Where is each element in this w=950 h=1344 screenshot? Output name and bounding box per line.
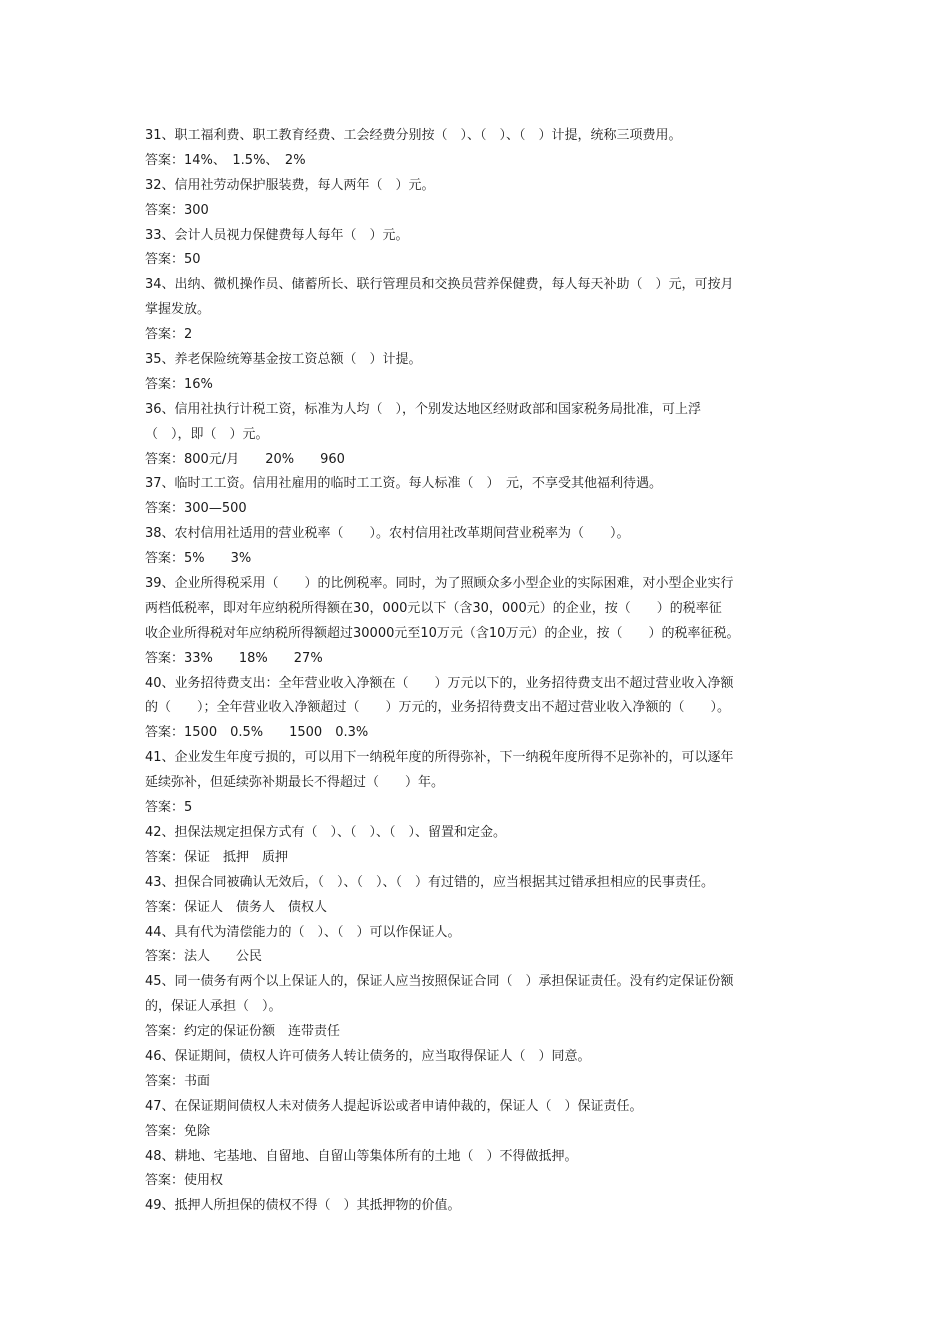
text-line: 46、保证期间，债权人许可债务人转让债务的，应当取得保证人（ ）同意。 xyxy=(145,1048,591,1064)
text-line: 49、抵押人所担保的债权不得（ ）其抵押物的价值。 xyxy=(145,1198,461,1214)
answer-line: 答案：书面 xyxy=(145,1073,211,1089)
answer-line: 答案：300 xyxy=(145,202,209,218)
text-line: 36、信用社执行计税工资，标准为人均（ ），个别发达地区经财政部和国家税务局批准，可上浮 xyxy=(145,401,702,417)
text-line: 延续弥补，但延续弥补期最长不得超过（ ）年。 xyxy=(145,775,445,791)
text-line: 的（ ）；全年营业收入净额超过（ ）万元的，业务招待费支出不超过营业收入净额的（ ）。 xyxy=(145,700,731,716)
text-line: 31、职工福利费、职工教育经费、工会经费分别按（ ）、（ ）、（ ）计提，统称三项费用。 xyxy=(145,128,682,143)
text-line: 48、耕地、宅基地、自留地、自留山等集体所有的土地（ ）不得做抵押。 xyxy=(145,1148,578,1164)
text-line: 45、同一债务有两个以上保证人的，保证人应当按照保证合同（ ）承担保证责任。没有约定保证份额 xyxy=(145,974,734,990)
text-line: 41、企业发生年度亏损的，可以用下一纳税年度的所得弥补，下一纳税年度所得不足弥补的，可以逐年 xyxy=(145,750,734,766)
text-line: 34、出纳、微机操作员、储蓄所长、联行管理员和交换员营养保健费，每人每天补助（ ）元，可按月 xyxy=(145,277,734,293)
text-line: 39、企业所得税采用（ ）的比例税率。同时，为了照顾众多小型企业的实际困难，对小型企业实行 xyxy=(145,576,734,592)
text-line: 33、会计人员视力保健费每人每年（ ）元。 xyxy=(145,227,409,243)
answer-line: 答案：5 xyxy=(145,800,193,816)
answer-line: 答案：5% 3% xyxy=(145,551,252,567)
answer-line: 答案：33% 18% 27% xyxy=(145,650,323,666)
answer-line: 答案：免除 xyxy=(145,1123,211,1139)
answer-line: 答案：约定的保证份额 连带责任 xyxy=(145,1024,341,1040)
text-line: 37、临时工工资。信用社雇用的临时工工资。每人标准（ ） 元，不享受其他福利待遇。 xyxy=(145,476,663,492)
text-line: 42、担保法规定担保方式有（ ）、（ ）、（ ）、留置和定金。 xyxy=(145,824,507,840)
text-line: 32、信用社劳动保护服装费，每人两年（ ）元。 xyxy=(145,177,435,193)
answer-line: 答案：保证 抵押 质押 xyxy=(145,849,289,865)
answer-line: 答案：300—500 xyxy=(145,501,247,517)
text-line: 掌握发放。 xyxy=(145,302,211,318)
text-line: （ ），即（ ）元。 xyxy=(145,426,269,442)
answer-line: 答案：16% xyxy=(145,376,213,392)
text-line: 38、农村信用社适用的营业税率（ ）。农村信用社改革期间营业税率为（ ）。 xyxy=(145,526,630,542)
text-line: 收企业所得税对年应纳税所得额超过30000元至10万元（含10万元）的企业，按（ ）的税率征税。 xyxy=(145,625,740,641)
answer-line: 答案：2 xyxy=(145,327,193,343)
text-line: 40、业务招待费支出：全年营业收入净额在（ ）万元以下的，业务招待费支出不超过营业收入净额 xyxy=(145,675,734,691)
answer-line: 答案：法人 公民 xyxy=(145,949,263,965)
answer-line: 答案：使用权 xyxy=(145,1173,224,1189)
text-line: 43、担保合同被确认无效后，（ ）、（ ）、（ ）有过错的，应当根据其过错承担相应的民事责任。 xyxy=(145,874,715,890)
answer-line: 答案：50 xyxy=(145,252,201,268)
answer-line: 答案：800元/月 20% 960 xyxy=(145,451,345,467)
text-line: 44、具有代为清偿能力的（ ）、（ ）可以作保证人。 xyxy=(145,924,461,940)
text-line: 35、养老保险统筹基金按工资总额（ ）计提。 xyxy=(145,352,422,368)
text-line: 47、在保证期间债权人未对债务人提起诉讼或者申请仲裁的，保证人（ ）保证责任。 xyxy=(145,1098,643,1114)
document-body xyxy=(145,124,817,1219)
answer-line: 答案：保证人 债务人 债权人 xyxy=(145,899,328,915)
answer-line: 答案：1500 0.5% 1500 0.3% xyxy=(145,725,369,741)
answer-line: 答案：14%、 1.5%、 2% xyxy=(145,152,306,168)
text-line: 的，保证人承担（ ）。 xyxy=(145,999,282,1015)
text-line: 两档低税率，即对年应纳税所得额在30，000元以下（含30，000元）的企业，按（ ）的税率征 xyxy=(145,600,722,616)
